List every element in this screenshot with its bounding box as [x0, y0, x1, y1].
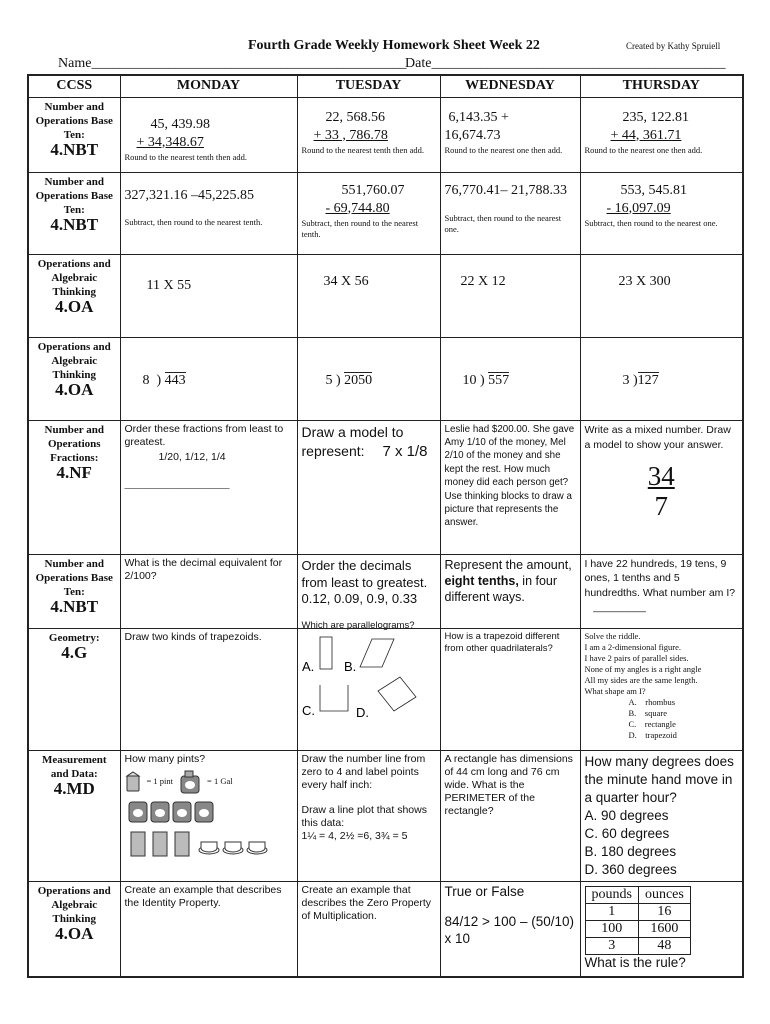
shape-label-b: B.	[343, 658, 356, 674]
tuesday-cell: Draw the number line from zero to 4 and label points every half inch: Draw a line plot that shows this data: 1¼ = 4, 2½ =6, 3¾ = 5	[297, 750, 440, 881]
ccss-cell: Geometry: 4.G	[28, 628, 120, 750]
ccss-cell: Operations and Algebraic Thinking 4.OA	[28, 881, 120, 977]
ccss-cell: Number and Operations Base Ten: 4.NBT	[28, 554, 120, 628]
thursday-cell: 23 X 300	[580, 254, 743, 337]
table-row	[28, 97, 743, 172]
tuesday-cell: 551,760.07 - 69,744.80 Subtract, then round to the nearest tenth.	[297, 172, 440, 254]
wednesday-cell: 76,770.41– 21,788.33 Subtract, then round to the nearest one.	[440, 172, 580, 254]
table-row	[28, 554, 743, 628]
table-row	[28, 172, 743, 254]
homework-table	[27, 74, 744, 978]
gallon-icon	[179, 770, 201, 794]
wednesday-cell: 10 ) 557	[440, 337, 580, 420]
ccss-cell: Number and Operations Base Ten: 4.NBT	[28, 97, 120, 172]
name-field[interactable]: Name_____________________________________________	[58, 56, 407, 71]
shape-a	[320, 637, 332, 669]
tuesday-cell: 34 X 56	[297, 254, 440, 337]
containers-picture	[125, 798, 285, 860]
table-row	[28, 337, 743, 420]
tuesday-cell: 5 ) 2050	[297, 337, 440, 420]
tuesday-cell: Create an example that describes the Zero Property of Multiplication.	[297, 881, 440, 977]
tuesday-cell: 22, 568.56 + 33 , 786.78 Round to the nearest tenth then add.	[297, 97, 440, 172]
credit: Created by Kathy Spruiell	[626, 41, 721, 51]
date-label: Date	[405, 56, 432, 71]
ccss-cell: Operations and Algebraic Thinking 4.OA	[28, 337, 120, 420]
tuesday-cell: Order the decimals from least to greatest. 0.12, 0.09, 0.9, 0.33	[297, 554, 440, 628]
wednesday-cell: 22 X 12	[440, 254, 580, 337]
monday-cell: 45, 439.98 + 34,348.67 Round to the nearest tenth then add.	[120, 97, 297, 172]
shape-c	[320, 685, 348, 711]
wednesday-cell: A rectangle has dimensions of 44 cm long and 76 cm wide. What is the PERIMETER of the rectangle?	[440, 750, 580, 881]
shape-d	[378, 677, 416, 711]
table-row	[28, 881, 743, 977]
monday-cell: How many pints? = 1 pint = 1 Gal	[120, 750, 297, 881]
thursday-cell: 235, 122.81 + 44, 361.71 Round to the nearest one then add.	[580, 97, 743, 172]
col-header-ccss: CCSS	[28, 75, 120, 97]
pint-icon	[125, 772, 141, 792]
parallelogram-shapes	[302, 631, 437, 721]
page-title: Fourth Grade Weekly Homework Sheet Week 22	[248, 38, 540, 53]
shape-label-c: C.	[301, 702, 315, 718]
monday-cell: 11 X 55	[120, 254, 297, 337]
table-row	[28, 254, 743, 337]
monday-cell: 8 ) 443	[120, 337, 297, 420]
thursday-cell: I have 22 hundreds, 19 tens, 9 ones, 1 tenths and 5 hundredths. What number am I? _________	[580, 554, 743, 628]
table-row	[28, 750, 743, 881]
wednesday-cell: Represent the amount, eight tenths, in four different ways.	[440, 554, 580, 628]
tuesday-cell: Draw a model to represent: 7 x 1/8	[297, 420, 440, 554]
table-row	[28, 420, 743, 554]
monday-cell: 327,321.16 –45,225.85 Subtract, then round to the nearest tenth.	[120, 172, 297, 254]
col-header-monday: MONDAY	[120, 75, 297, 97]
mixed-number-fraction: 34 7	[647, 460, 675, 521]
wednesday-cell: True or False 84/12 > 100 – (50/10) x 10	[440, 881, 580, 977]
name-label: Name	[58, 56, 92, 71]
monday-cell: Create an example that describes the Identity Property.	[120, 881, 297, 977]
model-expression: 7 x 1/8	[382, 442, 428, 460]
ccss-cell: Number and Operations Fractions: 4.NF	[28, 420, 120, 554]
table-row	[28, 628, 743, 750]
thursday-cell: Write as a mixed number. Draw a model to show your answer. 34 7	[580, 420, 743, 554]
tuesday-cell: Which are parallelograms? A. B. C. D.	[297, 628, 440, 750]
thursday-cell: pounds ounces 1 16 100 1600 3 48 What is the rule?	[580, 881, 743, 977]
wednesday-cell: Leslie had $200.00. She gave Amy 1/10 of the money, Mel 2/10 of the money and she kept the rest. How much money did each person get? Use thinking blocks to draw a picture that represents the answer.	[440, 420, 580, 554]
wednesday-cell: 6,143.35 + 16,674.73 Round to the nearest one then add.	[440, 97, 580, 172]
col-header-tuesday: TUESDAY	[297, 75, 440, 97]
monday-cell: Order these fractions from least to greatest. 1/20, 1/12, 1/4 ____________________	[120, 420, 297, 554]
monday-cell: What is the decimal equivalent for 2/100?	[120, 554, 297, 628]
monday-cell: Draw two kinds of trapezoids.	[120, 628, 297, 750]
thursday-cell: Solve the riddle. I am a 2-dimensional figure. I have 2 pairs of parallel sides. None of my angles is a right angle All my sides are the same length. What shape am I? A. rhombus B. square C. rectangle D. trapezoid	[580, 628, 743, 750]
shape-label-a: A.	[301, 658, 314, 674]
shape-label-d: D.	[355, 704, 369, 720]
ccss-cell: Measurement and Data: 4.MD	[28, 750, 120, 881]
wednesday-cell: How is a trapezoid different from other quadrilaterals?	[440, 628, 580, 750]
date-field[interactable]: Date__________________________________________	[405, 56, 726, 71]
col-header-wednesday: WEDNESDAY	[440, 75, 580, 97]
ccss-cell: Operations and Algebraic Thinking 4.OA	[28, 254, 120, 337]
col-header-thursday: THURSDAY	[580, 75, 743, 97]
shape-b	[360, 639, 394, 667]
conversion-table: pounds ounces 1 16 100 1600 3 48	[585, 886, 691, 955]
thursday-cell: 553, 545.81 - 16,097.09 Subtract, then round to the nearest one.	[580, 172, 743, 254]
ccss-cell: Number and Operations Base Ten: 4.NBT	[28, 172, 120, 254]
thursday-cell: How many degrees does the minute hand move in a quarter hour? A. 90 degrees C. 60 degrees B. 180 degrees D. 360 degrees	[580, 750, 743, 881]
thursday-cell: 3 )127	[580, 337, 743, 420]
